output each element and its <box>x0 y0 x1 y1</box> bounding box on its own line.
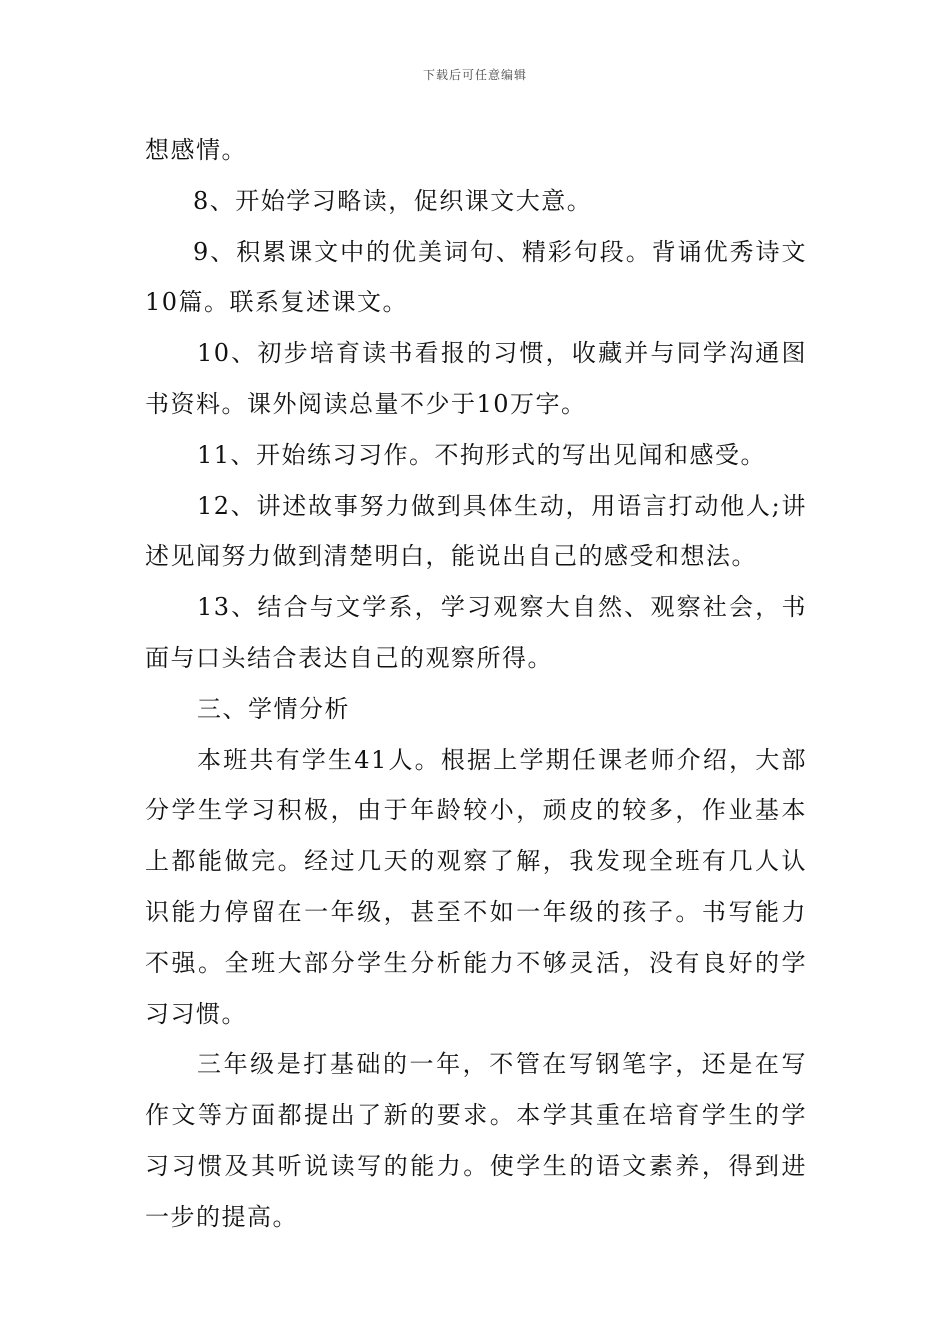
paragraph-item-9: 9、积累课文中的优美词句、精彩句段。背诵优秀诗文10篇。联系复述课文。 <box>145 237 807 317</box>
page-header-note: 下载后可任意编辑 <box>422 68 527 82</box>
paragraph-item-10: 10、初步培育读书看报的习惯，收藏并与同学沟通图书资料。课外阅读总量不少于10万字。 <box>145 339 807 418</box>
section-heading-learning-analysis: 三、学情分析 <box>197 694 350 723</box>
paragraph-item-12: 12、讲述故事努力做到具体生动，用语言打动他人;讲述见闻努力做到清楚明白，能说出自己的感受和想法。 <box>145 491 807 571</box>
paragraph-item-13: 13、结合与文学系，学习观察大自然、观察社会，书面与口头结合表达自己的观察所得。 <box>145 593 807 672</box>
document-body <box>145 125 807 1243</box>
paragraph-third-grade-goals: 三年级是打基础的一年，不管在写钢笔字，还是在写作文等方面都提出了新的要求。本学其重在培育学生的学习习惯及其听说读写的能力。使学生的语文素养，得到进一步的提高。 <box>145 1050 807 1231</box>
paragraph-class-overview: 本班共有学生41人。根据上学期任课老师介绍，大部分学生学习积极，由于年龄较小，顽皮的较多，作业基本上都能做完。经过几天的观察了解，我发现全班有几人认识能力停留在一年级，甚至不如一年级的孩子。书写能力不强。全班大部分学生分析能力不够灵活，没有良好的学习习惯。 <box>145 745 807 1028</box>
paragraph-continuation: 想感情。 <box>145 136 247 164</box>
paragraph-item-8: 8、开始学习略读，促织课文大意。 <box>193 186 593 215</box>
paragraph-item-11: 11、开始练习习作。不拘形式的写出见闻和感受。 <box>197 440 767 469</box>
